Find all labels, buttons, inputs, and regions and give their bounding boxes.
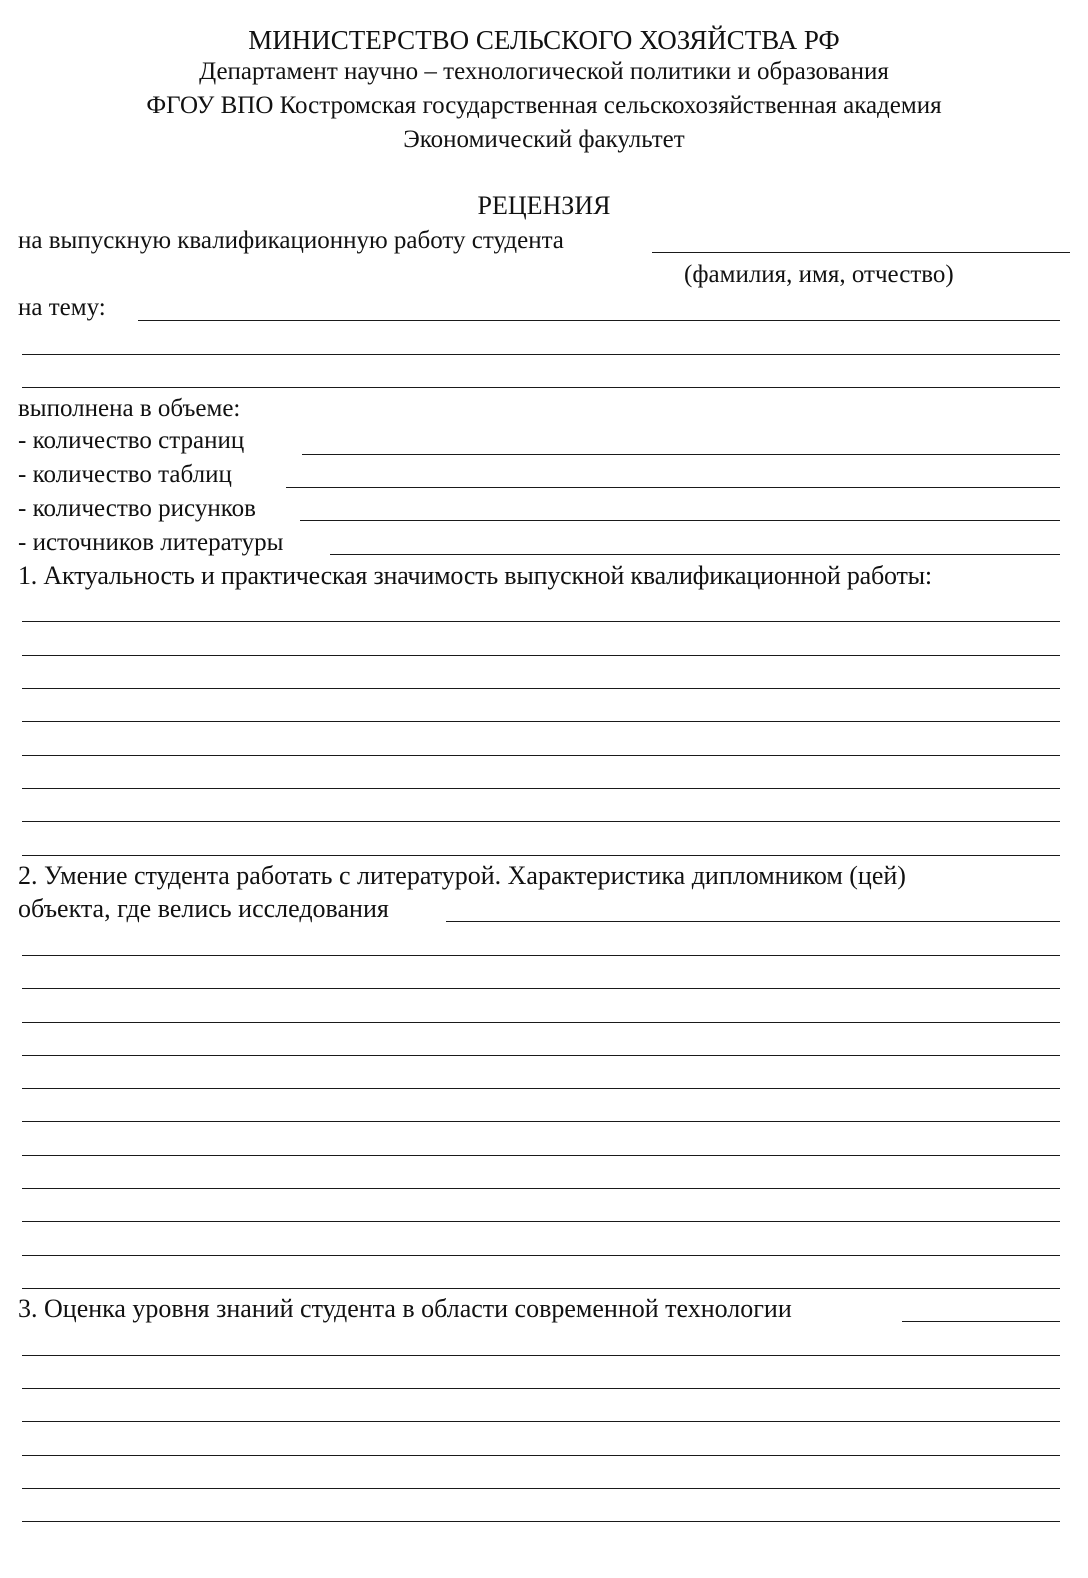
volume-label: выполнена в объеме: (18, 395, 241, 422)
section-3-answer-line[interactable] (22, 1355, 1060, 1356)
document-title: РЕЦЕНЗИЯ (477, 191, 611, 220)
section-2-answer-line[interactable] (22, 1121, 1060, 1122)
section-2-answer-line[interactable] (22, 1088, 1060, 1089)
topic-field-line[interactable] (22, 354, 1060, 355)
academy-heading: ФГОУ ВПО Костромская государственная сельскохозяйственная академия (146, 92, 942, 119)
topic-field-line[interactable] (22, 387, 1060, 388)
section-2-answer-line[interactable] (22, 1288, 1060, 1289)
section-3-answer-field[interactable] (902, 1321, 1060, 1322)
section-3-answer-line[interactable] (22, 1488, 1060, 1489)
department-heading: Департамент научно – технологической политики и образования (199, 58, 889, 85)
sources-count-field[interactable] (330, 554, 1060, 555)
sources-count-label: - источников литературы (18, 529, 284, 556)
section-2-answer-line[interactable] (22, 1188, 1060, 1189)
pages-count-label: - количество страниц (18, 427, 245, 454)
figures-count-field[interactable] (300, 520, 1060, 521)
section-1-answer-line[interactable] (22, 855, 1060, 856)
section-2-heading: 2. Умение студента работать с литературой. Характеристика дипломником (цей) (18, 861, 906, 890)
section-1-answer-line[interactable] (22, 821, 1060, 822)
section-1-answer-line[interactable] (22, 755, 1060, 756)
tables-count-label: - количество таблиц (18, 461, 232, 488)
faculty-heading: Экономический факультет (403, 126, 685, 153)
section-3-answer-line[interactable] (22, 1421, 1060, 1422)
section-2-answer-line[interactable] (22, 988, 1060, 989)
section-2-answer-line[interactable] (22, 1255, 1060, 1256)
section-2-answer-line[interactable] (22, 1221, 1060, 1222)
section-3-answer-line[interactable] (22, 1388, 1060, 1389)
student-name-hint: (фамилия, имя, отчество) (684, 261, 954, 288)
pages-count-field[interactable] (302, 454, 1060, 455)
section-1-answer-line[interactable] (22, 788, 1060, 789)
section-2-answer-line[interactable] (22, 1022, 1060, 1023)
section-3-answer-line[interactable] (22, 1521, 1060, 1522)
section-1-answer-line[interactable] (22, 621, 1060, 622)
section-2-heading-cont: объекта, где велись исследования (18, 894, 389, 923)
section-1-answer-line[interactable] (22, 688, 1060, 689)
ministry-heading: МИНИСТЕРСТВО СЕЛЬСКОГО ХОЗЯЙСТВА РФ (248, 25, 840, 55)
student-label: на выпускную квалификационную работу студента (18, 227, 564, 254)
topic-field[interactable] (138, 320, 1060, 321)
section-3-heading: 3. Оценка уровня знаний студента в области современной технологии (18, 1294, 792, 1323)
section-2-answer-line[interactable] (22, 955, 1060, 956)
section-1-answer-line[interactable] (22, 655, 1060, 656)
section-1-heading: 1. Актуальность и практическая значимость выпускной квалификационной работы: (18, 561, 932, 590)
figures-count-label: - количество рисунков (18, 495, 256, 522)
section-1-answer-line[interactable] (22, 721, 1060, 722)
section-3-answer-line[interactable] (22, 1455, 1060, 1456)
section-2-answer-line[interactable] (22, 1055, 1060, 1056)
section-2-object-field[interactable] (446, 921, 1060, 922)
topic-label: на тему: (18, 294, 106, 321)
tables-count-field[interactable] (286, 487, 1060, 488)
section-2-answer-line[interactable] (22, 1155, 1060, 1156)
student-name-field[interactable] (652, 252, 1070, 253)
